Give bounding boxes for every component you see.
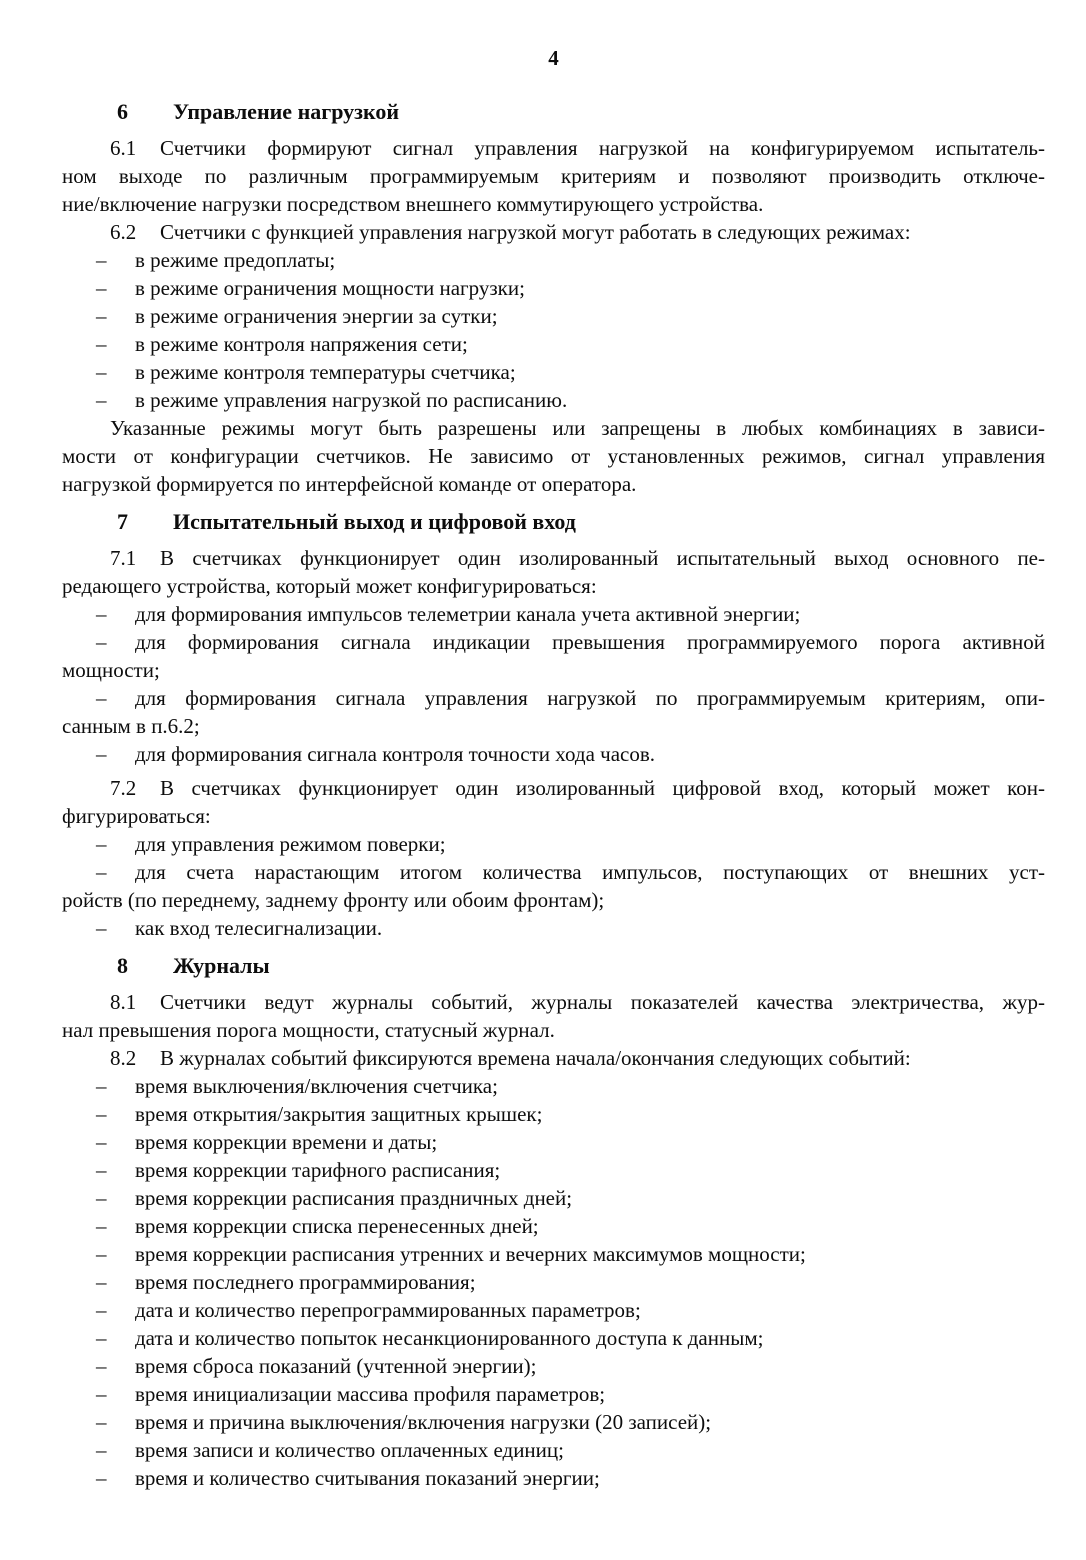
text-line-content: время коррекции расписания утренних и вечерних максимумов мощности; xyxy=(135,1242,806,1266)
list-item xyxy=(62,628,1045,684)
text-line-first xyxy=(62,988,1045,1016)
paragraph-number: 8.1 xyxy=(110,990,137,1014)
bullet-list xyxy=(62,1072,1045,1492)
paragraph xyxy=(62,544,1045,600)
section-heading xyxy=(62,98,1045,126)
dash-bullet-icon: – xyxy=(96,1102,107,1126)
text-line: мощности; xyxy=(62,658,160,682)
section-title: Управление нагрузкой xyxy=(173,99,400,124)
text-line: ном выходе по различным программируемым критериям и позволяют производить отключе- xyxy=(62,164,1045,188)
list-item xyxy=(62,1268,1045,1296)
text-line: нал превышения порога мощности, статусный журнал. xyxy=(62,1018,555,1042)
section-heading xyxy=(62,952,1045,980)
text-line-content: для формирования сигнала управления нагрузкой по программируемым критериям, опи- xyxy=(135,686,1045,710)
paragraph xyxy=(62,1044,1045,1072)
text-line-content: Счетчики ведут журналы событий, журналы показателей качества электричества, жур- xyxy=(160,990,1045,1014)
paragraph xyxy=(62,774,1045,830)
text-line-first xyxy=(62,1352,1045,1380)
text-line-first xyxy=(62,1184,1045,1212)
text-line-first xyxy=(62,302,1045,330)
dash-bullet-icon: – xyxy=(96,1326,107,1350)
text-line-content: для формирования импульсов телеметрии канала учета активной энергии; xyxy=(135,602,801,626)
paragraph xyxy=(62,988,1045,1044)
dash-bullet-icon: – xyxy=(96,332,107,356)
dash-bullet-icon: – xyxy=(96,686,107,710)
dash-bullet-icon: – xyxy=(96,860,107,884)
text-line-first xyxy=(62,218,1045,246)
text-line-first xyxy=(62,1072,1045,1100)
text-line-content: для формирования сигнала контроля точности хода часов. xyxy=(135,742,656,766)
dash-bullet-icon: – xyxy=(96,1410,107,1434)
text-line-first xyxy=(62,830,1045,858)
paragraph-number: 8.2 xyxy=(110,1046,137,1070)
dash-bullet-icon: – xyxy=(96,360,107,384)
text-line-content: время открытия/закрытия защитных крышек; xyxy=(135,1102,543,1126)
list-item xyxy=(62,1184,1045,1212)
list-item xyxy=(62,358,1045,386)
text-line-first xyxy=(62,1100,1045,1128)
text-line-content: время коррекции расписания праздничных дней; xyxy=(135,1186,573,1210)
text-line-first xyxy=(62,1212,1045,1240)
text-line-content: для формирования сигнала индикации превышения программируемого порога активной xyxy=(135,630,1045,654)
dash-bullet-icon: – xyxy=(96,1158,107,1182)
dash-bullet-icon: – xyxy=(96,1242,107,1266)
paragraph xyxy=(62,134,1045,218)
text-line-content: для управления режимом поверки; xyxy=(135,832,446,856)
text-line-first xyxy=(62,386,1045,414)
text-line-first xyxy=(62,1044,1045,1072)
dash-bullet-icon: – xyxy=(96,1186,107,1210)
list-item xyxy=(62,246,1045,274)
list-item xyxy=(62,386,1045,414)
list-item xyxy=(62,1100,1045,1128)
text-line-first xyxy=(62,1268,1045,1296)
document-body xyxy=(62,98,1045,1492)
text-line-content: в режиме контроля температуры счетчика; xyxy=(135,360,516,384)
list-item xyxy=(62,1352,1045,1380)
text-line-first xyxy=(62,1464,1045,1492)
text-line-content: время коррекции тарифного расписания; xyxy=(135,1158,501,1182)
paragraph-number: 6.2 xyxy=(110,220,137,244)
text-line-content: Счетчики с функцией управления нагрузкой могут работать в следующих режимах: xyxy=(160,220,911,244)
dash-bullet-icon: – xyxy=(96,1214,107,1238)
text-line-first xyxy=(62,274,1045,302)
list-item xyxy=(62,302,1045,330)
list-item xyxy=(62,1240,1045,1268)
text-line-first xyxy=(62,600,1045,628)
text-line: редающего устройства, который может конфигурироваться: xyxy=(62,574,597,598)
dash-bullet-icon: – xyxy=(96,248,107,272)
dash-bullet-icon: – xyxy=(96,602,107,626)
paragraph-number: 7.1 xyxy=(110,546,137,570)
list-item xyxy=(62,1324,1045,1352)
list-item xyxy=(62,1072,1045,1100)
text-line-first xyxy=(62,684,1045,712)
text-line-first xyxy=(62,914,1045,942)
section-8 xyxy=(62,952,1045,1492)
list-item xyxy=(62,600,1045,628)
text-line-content: для счета нарастающим итогом количества импульсов, поступающих от внешних уст- xyxy=(135,860,1045,884)
list-item xyxy=(62,914,1045,942)
dash-bullet-icon: – xyxy=(96,630,107,654)
list-item xyxy=(62,1408,1045,1436)
text-line-content: в режиме управления нагрузкой по расписанию. xyxy=(135,388,568,412)
bullet-list xyxy=(62,830,1045,942)
list-item xyxy=(62,1464,1045,1492)
list-item xyxy=(62,1380,1045,1408)
text-line-first xyxy=(62,774,1045,802)
list-item xyxy=(62,1156,1045,1184)
dash-bullet-icon: – xyxy=(96,1438,107,1462)
text-line-content: время инициализации массива профиля параметров; xyxy=(135,1382,606,1406)
paragraph xyxy=(62,414,1045,498)
text-line-first xyxy=(62,628,1045,656)
text-line-first xyxy=(62,1296,1045,1324)
text-line-content: дата и количество попыток несанкционированного доступа к данным; xyxy=(135,1326,764,1350)
text-line-first xyxy=(62,330,1045,358)
text-line-content: в режиме ограничения энергии за сутки; xyxy=(135,304,498,328)
list-item xyxy=(62,1128,1045,1156)
text-line: ройств (по переднему, заднему фронту или обоим фронтам); xyxy=(62,888,605,912)
text-line-first xyxy=(62,414,1045,442)
section-number: 6 xyxy=(117,99,128,124)
text-line: нагрузкой формируется по интерфейсной команде от оператора. xyxy=(62,472,637,496)
text-line: санным в п.6.2; xyxy=(62,714,200,738)
list-item xyxy=(62,274,1045,302)
dash-bullet-icon: – xyxy=(96,742,107,766)
list-item xyxy=(62,1436,1045,1464)
text-line: ние/включение нагрузки посредством внешнего коммутирующего устройства. xyxy=(62,192,764,216)
text-line-content: время записи и количество оплаченных единиц; xyxy=(135,1438,564,1462)
text-line-first xyxy=(62,1380,1045,1408)
text-line-first xyxy=(62,858,1045,886)
section-title: Испытательный выход и цифровой вход xyxy=(173,509,576,534)
list-item xyxy=(62,830,1045,858)
text-line-content: как вход телесигнализации. xyxy=(135,916,383,940)
dash-bullet-icon: – xyxy=(96,1298,107,1322)
paragraph-number: 6.1 xyxy=(110,136,137,160)
text-line-content: Счетчики формируют сигнал управления нагрузкой на конфигурируемом испытатель- xyxy=(160,136,1045,160)
dash-bullet-icon: – xyxy=(96,1354,107,1378)
text-line-content: в режиме предоплаты; xyxy=(135,248,336,272)
text-line-first xyxy=(62,1156,1045,1184)
text-line-content: в режиме контроля напряжения сети; xyxy=(135,332,468,356)
text-line-content: В счетчиках функционирует один изолированный испытательный выход основного пе- xyxy=(160,546,1045,570)
section-6 xyxy=(62,98,1045,498)
dash-bullet-icon: – xyxy=(96,1382,107,1406)
text-line-first xyxy=(62,246,1045,274)
list-item xyxy=(62,740,1045,768)
text-line-first xyxy=(62,1240,1045,1268)
dash-bullet-icon: – xyxy=(96,1130,107,1154)
text-line-first xyxy=(62,134,1045,162)
text-line-content: время коррекции времени и даты; xyxy=(135,1130,438,1154)
section-7 xyxy=(62,508,1045,942)
text-line-content: в режиме ограничения мощности нагрузки; xyxy=(135,276,525,300)
text-line-first xyxy=(62,740,1045,768)
dash-bullet-icon: – xyxy=(96,1466,107,1490)
text-line-content: Указанные режимы могут быть разрешены или запрещены в любых комбинациях в зависи- xyxy=(110,416,1045,440)
paragraph xyxy=(62,218,1045,246)
page-number: 4 xyxy=(548,46,559,70)
text-line-content: дата и количество перепрограммированных параметров; xyxy=(135,1298,641,1322)
section-number: 8 xyxy=(117,953,128,978)
text-line-content: время сброса показаний (учтенной энергии); xyxy=(135,1354,537,1378)
list-item xyxy=(62,684,1045,740)
text-line-first xyxy=(62,358,1045,386)
dash-bullet-icon: – xyxy=(96,276,107,300)
text-line-first xyxy=(62,544,1045,572)
text-line-content: время выключения/включения счетчика; xyxy=(135,1074,498,1098)
dash-bullet-icon: – xyxy=(96,304,107,328)
text-line: мости от конфигурации счетчиков. Не зависимо от установленных режимов, сигнал управления xyxy=(62,444,1045,468)
list-item xyxy=(62,1212,1045,1240)
dash-bullet-icon: – xyxy=(96,1270,107,1294)
text-line-first xyxy=(62,1128,1045,1156)
dash-bullet-icon: – xyxy=(96,1074,107,1098)
text-line-first xyxy=(62,1436,1045,1464)
text-line-content: время и причина выключения/включения нагрузки (20 записей); xyxy=(135,1410,712,1434)
text-line-content: время последнего программирования; xyxy=(135,1270,476,1294)
dash-bullet-icon: – xyxy=(96,916,107,940)
text-line-content: время и количество считывания показаний энергии; xyxy=(135,1466,600,1490)
bullet-list xyxy=(62,600,1045,768)
text-line: фигурироваться: xyxy=(62,804,211,828)
section-heading xyxy=(62,508,1045,536)
list-item xyxy=(62,858,1045,914)
section-title: Журналы xyxy=(173,953,270,978)
dash-bullet-icon: – xyxy=(96,388,107,412)
text-line-content: В счетчиках функционирует один изолированный цифровой вход, который может кон- xyxy=(160,776,1045,800)
text-line-content: время коррекции списка перенесенных дней; xyxy=(135,1214,539,1238)
text-line-content: В журналах событий фиксируются времена начала/окончания следующих событий: xyxy=(160,1046,911,1070)
paragraph-number: 7.2 xyxy=(110,776,137,800)
text-line-first xyxy=(62,1324,1045,1352)
bullet-list xyxy=(62,246,1045,414)
dash-bullet-icon: – xyxy=(96,832,107,856)
section-number: 7 xyxy=(117,509,128,534)
list-item xyxy=(62,330,1045,358)
text-line-first xyxy=(62,1408,1045,1436)
list-item xyxy=(62,1296,1045,1324)
